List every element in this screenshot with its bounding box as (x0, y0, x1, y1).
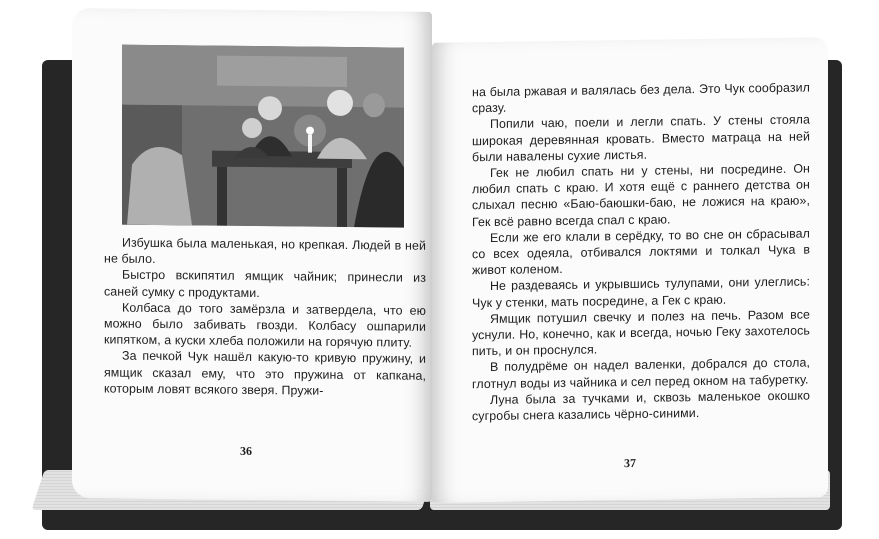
paragraph: Ямщик потушил свечку и полез на печь. Разом все уснули. Но, конечно, как и всегда, ночью Геку захотелось пить, и он проснулся. (472, 307, 810, 359)
paragraph: Гек не любил спать ни у стены, ни посредине. Он любил спать с краю. И хотя ещё с раннего детства он слыхал песню «Баю-баюшки-баю, не ложися на краю», Гек всё равно всегда спал с краю. (472, 161, 810, 229)
paragraph: Колбаса до того замёрзла и затвердела, что ею можно было забивать гвозди. Колбасу ошпарили кипятком, а куски хлеба положили на горячую плиту. (104, 300, 426, 350)
paragraph: Попили чаю, поели и легли спать. У стены стояла широкая деревянная кровать. Вместо матраца на ней были навалены сухие листья. (472, 112, 810, 165)
right-page-text (472, 79, 810, 424)
paragraph: Избушка была маленькая, но крепкая. Людей в ней не было. (104, 235, 426, 267)
paragraph: Если же его клали в серёдку, то во сне он сбрасывал со всех одеяла, отбивался локтями и толкал Чука в живот коленом. (472, 226, 810, 278)
paragraph: В полудрёме он надел валенки, добрался до стола, глотнул воды из чайника и сел перед окном на табуретку. (472, 355, 810, 391)
paragraph: Быстро вскипятил ямщик чайник; принесли из саней сумку с продуктами. (104, 268, 426, 300)
paragraph: За печкой Чук нашёл какую-то кривую пружину, и ямщик сказал ему, что это пружина от капкана, которым ловят всякого зверя. Пружи- (104, 349, 426, 398)
paragraph: Не раздеваясь и укрывшись тулупами, они улеглись: Чук у стенки, мать посредине, а Гек с краю. (472, 274, 810, 310)
left-page-text (104, 234, 426, 399)
left-page (72, 8, 432, 502)
paragraph: Луна была за тучками и, сквозь маленькое окошко сугробы снега казались чёрно-синими. (472, 388, 810, 424)
page-number-right: 37 (624, 455, 636, 471)
illustration-image (122, 45, 404, 228)
right-page (432, 37, 828, 503)
page-number-left: 36 (240, 443, 252, 458)
paragraph-continuation: на была ржавая и валялась без дела. Это Чук сообразил сразу. (472, 80, 810, 116)
illustration-drawing (122, 45, 404, 228)
